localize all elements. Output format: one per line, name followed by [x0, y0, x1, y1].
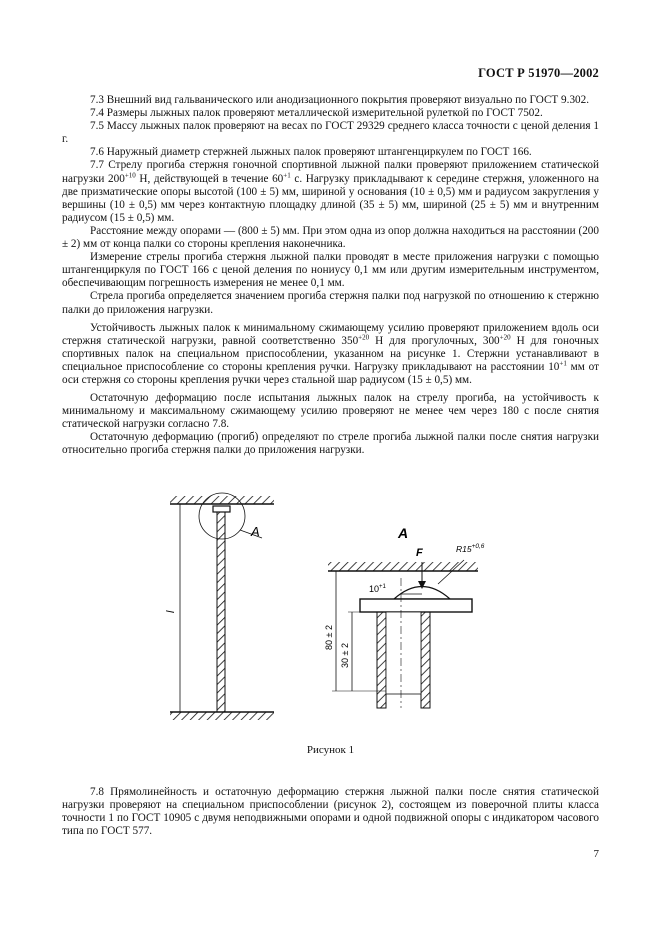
page-number: 7 — [593, 848, 599, 860]
length-label: l — [165, 610, 177, 613]
height-80-label: 80 ± 2 — [324, 625, 334, 650]
section-7-8 — [62, 786, 599, 838]
left-view — [165, 493, 274, 720]
paragraph-residual-deformation: Остаточную деформацию после испытания лыжных палок на стрелу прогиба, на устойчивость к минимальному и максимальному сжимающему усилию проверяют не менее чем через 180 с после снятия статической нагрузки согласно 7.8. — [62, 392, 599, 431]
text-run: 7.7 Стрелу прогиба стержня гоночной спортивной лыжной палки проверяют приложением статической нагрузки 200 — [62, 159, 599, 185]
text-run: Устойчивость лыжных палок к минимальному сжимающему усилию проверяют приложением вдоль оси стержня статической нагрузки, равной соответственно 350 — [62, 321, 599, 347]
figure-1-drawing — [160, 478, 490, 728]
paragraph-7-5: 7.5 Массу лыжных палок проверяют на весах по ГОСТ 29329 среднего класса точности с ценой деления 1 г. — [62, 120, 599, 146]
paragraph-7-6: 7.6 Наружный диаметр стержней лыжных палок проверяют штангенциркулем по ГОСТ 166. — [90, 146, 532, 159]
force-label: F — [416, 547, 423, 559]
pole-shaft — [217, 512, 225, 712]
text-run: Н для прогулочных, 300 — [369, 334, 500, 347]
paragraph-7-4: 7.4 Размеры лыжных палок проверяют металлической измерительной рулеткой по ГОСТ 7502. — [90, 107, 543, 120]
tolerance-superscript: +10 — [124, 170, 136, 179]
detail-a-view — [324, 525, 485, 708]
detail-label-right: А — [398, 525, 409, 541]
figure-caption: Рисунок 1 — [306, 744, 355, 756]
offset-value: 10 — [369, 584, 380, 594]
detail-fixed-surface — [328, 562, 478, 571]
height-30-label: 30 ± 2 — [340, 643, 350, 668]
tolerance-superscript: +1 — [559, 359, 567, 368]
shaft-right-wall — [421, 612, 430, 708]
tolerance-superscript: +20 — [358, 332, 370, 341]
text-run: с. Нагрузку прикладывают к середине стержня, уложенного на две призматические опоры высотой (100 ± 5) мм, шириной у основания (10 ± 0,5) мм и радиусом закругления у вершины (10 ± 0,5) мм через контактную площадку длиной (35 ± 5) мм, шириной (25 ± 5) мм и внутренним радиусом (15 ± 0,5) мм. — [62, 172, 599, 224]
text-run: Н для гоночных спортивных палок на специальном приспособлении, указанном на рисунке 1. Стержни устанавливают в специальное приспособление со стороны крепления ручки. Нагрузку прикладывают на расстоянии 10 — [62, 334, 599, 373]
paragraph-stability — [62, 322, 599, 387]
text-run: мм от оси стержня со стороны крепления ручки через стальной шар радиусом (15 ± 0,5) мм. — [62, 360, 600, 386]
main-text — [62, 94, 599, 458]
inner-insert — [386, 612, 421, 694]
tolerance-superscript: +20 — [499, 332, 511, 341]
radius-label — [456, 543, 485, 554]
paragraph-7-8: 7.8 Прямолинейность и остаточную деформацию стержня лыжной палки после снятия статической нагрузки проверяют на специальном приспособлении (рисунок 2), состоящем из поверочной плиты класса точности 1 по ГОСТ 10905 с двумя неподвижными опорами и одной подвижной опоры с индикатором часового типа по ГОСТ 577. — [62, 786, 599, 838]
paragraph-residual-deflection: Остаточную деформацию (прогиб) определяют по стреле прогиба лыжной палки после снятия нагрузки относительно прогиба стержня палки до приложения нагрузки. — [62, 431, 599, 457]
top-fixed-surface — [170, 496, 274, 504]
head-plate — [360, 599, 472, 612]
paragraph-measurement: Измерение стрелы прогиба стержня лыжной палки проводят в месте приложения нагрузки с помощью штангенциркуля по ГОСТ 166 с ценой деления по нониусу 0,1 мм или другим измерительным инструментом, обеспечивающим погрешность измерения не менее 0,1 мм. — [62, 251, 599, 290]
pole-head — [213, 506, 230, 512]
tolerance-superscript: +1 — [283, 170, 291, 179]
shaft-left-wall — [377, 612, 386, 708]
detail-label-left: А — [251, 524, 260, 539]
radius-tolerance: +0,6 — [471, 543, 485, 550]
paragraph-7-3: 7.3 Внешний вид гальванического или анодизационного покрытия проверяют визуально по ГОСТ 9.302. — [90, 94, 590, 106]
paragraph-support-distance: Расстояние между опорами — (800 ± 5) мм. При этом одна из опор должна находиться на расстоянии (200 ± 2) мм от конца палки со стороны крепления наконечника. — [62, 224, 599, 251]
paragraph-deflection: Стрела прогиба определяется значением прогиба стержня палки под нагрузкой по отношению к стержню палки до приложения нагрузки. — [62, 290, 599, 316]
bottom-fixed-surface — [170, 712, 274, 720]
radius-value: R15 — [456, 544, 472, 554]
text-run: Н, действующей в течение 60 — [135, 172, 284, 185]
document-code-header: ГОСТ Р 51970—2002 — [478, 66, 599, 80]
offset-tolerance: +1 — [379, 584, 386, 590]
paragraph-7-7 — [62, 159, 599, 224]
offset-label — [369, 584, 387, 594]
